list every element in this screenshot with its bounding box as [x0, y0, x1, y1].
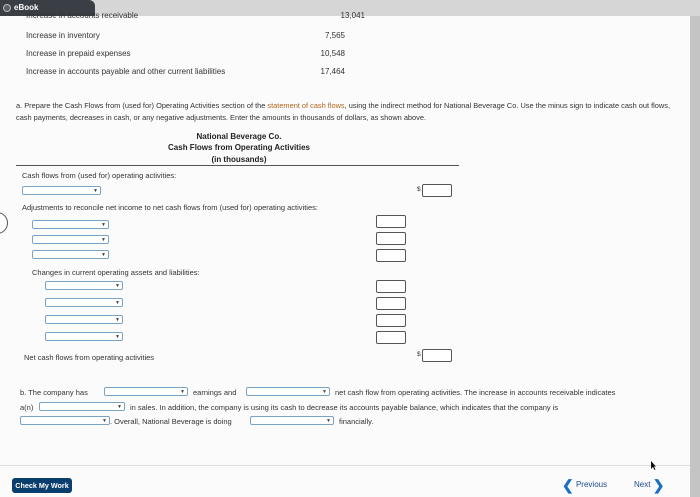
change-input-1[interactable] [376, 280, 406, 293]
change-input-4[interactable] [376, 331, 406, 344]
mouse-cursor-icon [651, 461, 656, 470]
change-dropdown-3[interactable] [45, 315, 123, 324]
previous-button[interactable] [562, 477, 607, 492]
financial-performance-dropdown[interactable] [250, 416, 334, 425]
net-cash-label: Net cash flows from operating activities [24, 353, 155, 362]
change-dropdown-2[interactable] [45, 298, 123, 307]
part-a-prefix: a. Prepare the Cash Flows from (used for) Operating Activities section of the [16, 101, 268, 110]
chevron-down-icon: ▼ [101, 252, 106, 258]
chevron-down-icon: ▼ [180, 389, 185, 395]
chevron-down-icon: ▼ [326, 418, 331, 424]
partial-row [22, 11, 367, 23]
part-b-text-4: in sales. In addition, the company is using its cash to decrease its accounts payable balance, which indicates that the company is [130, 403, 559, 412]
part-b-prefix: b. The company has [20, 388, 88, 397]
change-input-3[interactable] [376, 314, 406, 327]
sales-dropdown[interactable] [39, 402, 125, 411]
adjustment-dropdown-2[interactable] [32, 235, 109, 244]
adjustments-label: Adjustments to reconcile net income to net cash flows from (used for) operating activities: [22, 203, 318, 212]
adjustment-dropdown-3[interactable] [32, 250, 109, 259]
part-b-text-1: earnings and [193, 388, 237, 397]
row-value-payable: 17,464 [320, 67, 345, 76]
partial-row-label: Increase in accounts receivable [26, 11, 139, 20]
dollar-sign: $ [417, 351, 421, 358]
row-label-prepaid: Increase in prepaid expenses [26, 49, 131, 58]
row-label-inventory: Increase in inventory [26, 31, 100, 40]
change-input-2[interactable] [376, 297, 406, 310]
earnings-dropdown[interactable] [104, 387, 188, 396]
part-b-text-5: . Overall, National Beverage is doing [110, 417, 232, 426]
section-label: Cash flows from (used for) operating activities: [22, 171, 177, 180]
statement-of-cash-flows-link[interactable]: statement of cash flows [267, 101, 345, 110]
chevron-down-icon: ▼ [115, 317, 120, 323]
check-my-work-button[interactable]: Check My Work [12, 478, 72, 493]
chevron-down-icon: ▼ [115, 300, 120, 306]
chevron-left-icon: ❮ [562, 476, 574, 493]
adjustment-input-1[interactable] [376, 215, 406, 228]
heading-rule [16, 165, 459, 166]
chevron-down-icon: ▼ [117, 404, 122, 410]
row-value-prepaid: 10,548 [320, 49, 345, 58]
cash-flow-dropdown[interactable] [246, 387, 330, 396]
part-b-text-2: net cash flow from operating activities. The increase in accounts receivable indicates [335, 388, 616, 397]
chevron-down-icon: ▼ [102, 418, 107, 424]
footer-divider [0, 465, 690, 466]
change-dropdown-4[interactable] [45, 332, 123, 341]
ebook-tab-icon [3, 4, 11, 12]
net-income-input[interactable] [422, 184, 452, 197]
chevron-down-icon: ▼ [93, 188, 98, 194]
partial-row-value: 13,041 [340, 11, 365, 20]
net-income-dropdown[interactable] [22, 186, 101, 195]
net-cash-input[interactable] [422, 349, 452, 362]
content-page [0, 11, 690, 497]
row-value-inventory: 7,565 [324, 31, 345, 40]
next-button[interactable] [634, 477, 664, 492]
previous-label: Previous [575, 480, 608, 489]
part-b-text-6: financially. [339, 417, 374, 426]
statement-units: (in thousands) [211, 155, 267, 164]
part-a-instructions [16, 100, 676, 124]
part-b-text-3: a(n) [20, 403, 34, 412]
chevron-down-icon: ▼ [101, 237, 106, 243]
dollar-sign: $ [417, 186, 421, 193]
adjustment-input-3[interactable] [376, 249, 406, 262]
company-name: National Beverage Co. [196, 132, 282, 141]
statement-title: Cash Flows from Operating Activities [168, 143, 310, 152]
change-dropdown-1[interactable] [45, 281, 123, 290]
ebook-tab-label: eBook [14, 3, 39, 12]
adjustment-input-2[interactable] [376, 232, 406, 245]
changes-label: Changes in current operating assets and liabilities: [32, 268, 200, 277]
part-a-suffix: , using the indirect method for National Beverage Co. Use the minus sign to indicate cash out flows, cash payments, decreases in cash, or any negative adjustments. Enter the amounts in thousands of dollars, as shown above. [16, 101, 671, 122]
row-label-payable: Increase in accounts payable and other current liabilities [26, 67, 226, 76]
company-state-dropdown[interactable] [20, 416, 110, 425]
scrollbar[interactable] [690, 16, 700, 497]
chevron-right-icon: ❯ [652, 476, 665, 493]
chevron-down-icon: ▼ [115, 334, 120, 340]
chevron-down-icon: ▼ [115, 283, 120, 289]
chevron-down-icon: ▼ [101, 222, 106, 228]
chevron-down-icon: ▼ [322, 389, 327, 395]
next-label: Next [634, 480, 651, 489]
adjustment-dropdown-1[interactable] [32, 220, 109, 229]
